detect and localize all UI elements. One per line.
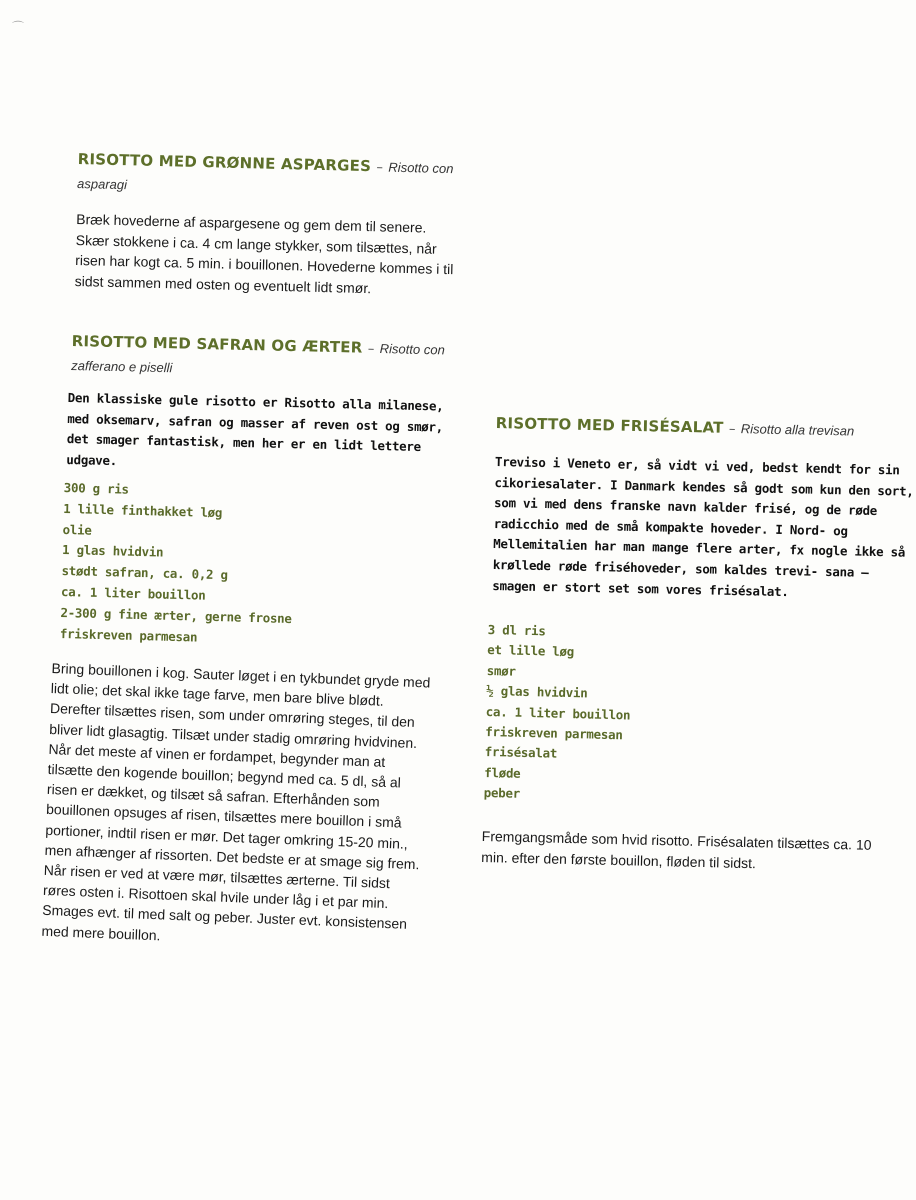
- section-asparges-subtitle-1: Risotto con: [388, 159, 454, 177]
- section-safran-subtitle-1: Risotto con: [379, 340, 445, 358]
- section-safran-intro-block: [66, 388, 448, 479]
- title-dash: –: [376, 160, 384, 176]
- section-frise-body: Fremgangsmåde som hvid risotto. Frisésalaten tilsættes ca. 10 min. efter den første bouillon, fløden til sidst.: [481, 827, 872, 871]
- ingredient-item: ca. 1 liter bouillon: [485, 703, 631, 723]
- title-dash: –: [367, 341, 375, 357]
- ingredient-item: olie: [62, 521, 92, 538]
- section-asparges-subtitle-2: asparagi: [76, 175, 128, 193]
- section-safran-ingredients-block: [60, 478, 364, 652]
- section-asparges-title: RISOTTO MED GRØNNE ASPARGES: [77, 149, 372, 176]
- section-frise-block: [492, 412, 916, 605]
- section-asparges-heading: [77, 148, 458, 204]
- scan-corner-mark: ⌒: [12, 20, 25, 34]
- section-safran-intro: Den klassiske gule risotto er Risotto alla milanese, med oksemarv, safran og masser af reven ost og smør, det smager fantastisk, men her er en lidt lettere udgave.: [66, 389, 444, 468]
- section-safran-subtitle-2: zafferano e piselli: [71, 357, 173, 376]
- section-frise-heading: [495, 412, 915, 445]
- ingredient-item: smør: [486, 662, 516, 679]
- title-dash: –: [728, 421, 736, 438]
- ingredient-item: stødt safran, ca. 0,2 g: [61, 563, 228, 583]
- ingredient-item: 2-300 g fine ærter, gerne frosne: [60, 604, 292, 626]
- ingredient-item: friskreven parmesan: [59, 625, 198, 645]
- section-safran-method-block: [41, 658, 432, 955]
- section-asparges-body: Bræk hovederne af aspargesene og gem dem til senere. Skær stokkene i ca. 4 cm lange stykker, som tilsættes, når risen har kogt ca. 5 min. i bouillonen. Hovederne kommes i til sidst sammen med osten og eventuelt lidt smør.: [74, 210, 454, 296]
- ingredient-item: et lille løg: [487, 642, 575, 660]
- section-frise-intro: Treviso i Veneto er, så vidt vi ved, bedst kendt for sin cikoriesalater. I Danmark kendes så godt som kun den sort, som vi med dens franske navn kalder frisé, og de røde radicchio med de små kompakte hoveder. I Nord- og Mellemitalien har man mange flere arter, fx nogle ikke så krøllede røde friséhoveder, som kaldes trevi- sana – smagen er stort set som vores frisésalat.: [492, 453, 914, 599]
- section-safran-title: RISOTTO MED SAFRAN OG ÆRTER: [71, 331, 363, 357]
- ingredient-item: fløde: [484, 764, 521, 781]
- ingredient-item: ½ glas hvidvin: [486, 683, 588, 701]
- section-asparges-header: [75, 148, 458, 300]
- ingredient-item: ca. 1 liter bouillon: [60, 583, 206, 603]
- ingredient-item: peber: [483, 785, 521, 802]
- ingredient-item: 1 lille finthakket løg: [63, 500, 223, 520]
- section-frise-ingredient-list: [484, 620, 688, 808]
- section-safran-body: Bring bouillonen i kog. Sauter løget i en tykbundet gryde med lidt olie; det skal ikke tage farve, men bare blive blødt. Derefter tilsættes risen, som under omrøring steges, til den bliver lidt glasagtig. Tilsæt under stadig omrøring hvidvinen. Når det meste af vinen er fordampet, begynder man at tilsætte den kogende bouillon; begynd med ca. 5 dl, så al risen er dækket, og tilsæt så safran. Efterhånden som bouillonen opsuges af risen, tilsættes mere bouillon i små portioner, indtil risen er mør. Det tager omkring 15-20 min., men afhænger af rissorten. Det bedste er at smage sig frem. Når risen er ved at være mør, tilsættes ærterne. Til sidst røres osten i. Risottoen skal hvile under låg i et par min. Smages evt. til med salt og peber. Juster evt. konsistensen med mere bouillon.: [41, 659, 431, 944]
- section-frise-subtitle: Risotto alla trevisan: [740, 421, 855, 439]
- ingredient-item: friskreven parmesan: [485, 724, 623, 743]
- ingredient-item: 3 dl ris: [487, 621, 546, 639]
- section-frise-title: RISOTTO MED FRISÉSALAT: [495, 413, 724, 437]
- section-frise-ingredients-block: [484, 620, 688, 808]
- ingredient-item: frisésalat: [484, 744, 558, 762]
- ingredient-item: 1 glas hvidvin: [61, 542, 164, 561]
- section-safran-header: [71, 330, 452, 386]
- section-safran-ingredient-list: [60, 478, 364, 652]
- section-safran-heading: [71, 330, 452, 386]
- ingredient-item: 300 g ris: [63, 479, 129, 497]
- section-frise-method-block: [481, 826, 902, 877]
